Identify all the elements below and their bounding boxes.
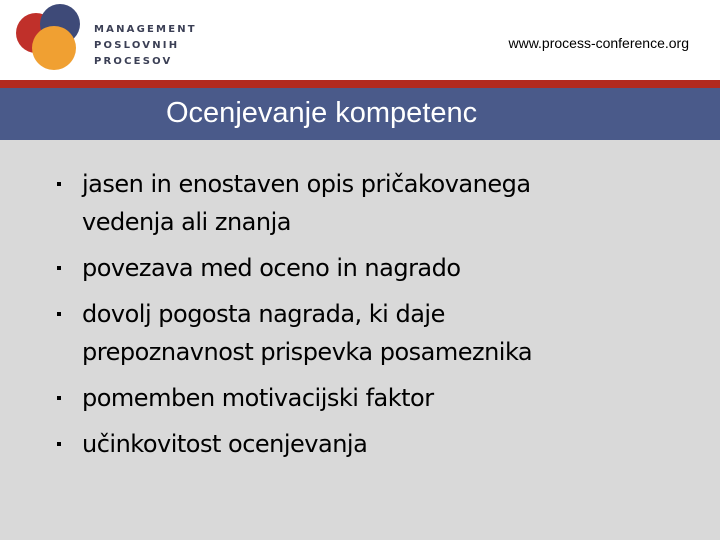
slide-content <box>0 140 720 540</box>
bullet-line: vedenja ali znanja <box>82 208 291 236</box>
bullet-text <box>82 295 642 371</box>
bullet-line: jasen in enostaven opis pričakovanega <box>82 170 531 198</box>
header <box>0 0 720 80</box>
bullet-marker-icon <box>57 396 61 400</box>
bullet-line: učinkovitost ocenjevanja <box>82 430 368 458</box>
conference-url: www.process-conference.org <box>508 35 689 51</box>
bullet-text <box>82 249 642 287</box>
company-logo-icon <box>14 3 86 73</box>
slide-title: Ocenjevanje kompetenc <box>166 97 478 129</box>
bullet-marker-icon <box>57 442 61 446</box>
logo-line: MANAGEMENT <box>94 24 197 35</box>
bullet-text <box>82 379 642 417</box>
accent-stripe <box>0 80 720 88</box>
bullet-text <box>82 425 642 463</box>
logo-wordmark <box>94 22 197 70</box>
bullet-marker-icon <box>57 266 61 270</box>
bullet-line: dovolj pogosta nagrada, ki daje <box>82 300 445 328</box>
logo-line: PROCESOV <box>94 56 173 67</box>
bullet-marker-icon <box>57 312 61 316</box>
bullet-text <box>82 165 642 241</box>
bullet-line: pomemben motivacijski faktor <box>82 384 434 412</box>
bullet-line: prepoznavnost prispevka posameznika <box>82 338 533 366</box>
bullet-line: povezava med oceno in nagrado <box>82 254 461 282</box>
logo-line: POSLOVNIH <box>94 40 180 51</box>
logo-orange-circle <box>32 26 76 70</box>
bullet-marker-icon <box>57 182 61 186</box>
